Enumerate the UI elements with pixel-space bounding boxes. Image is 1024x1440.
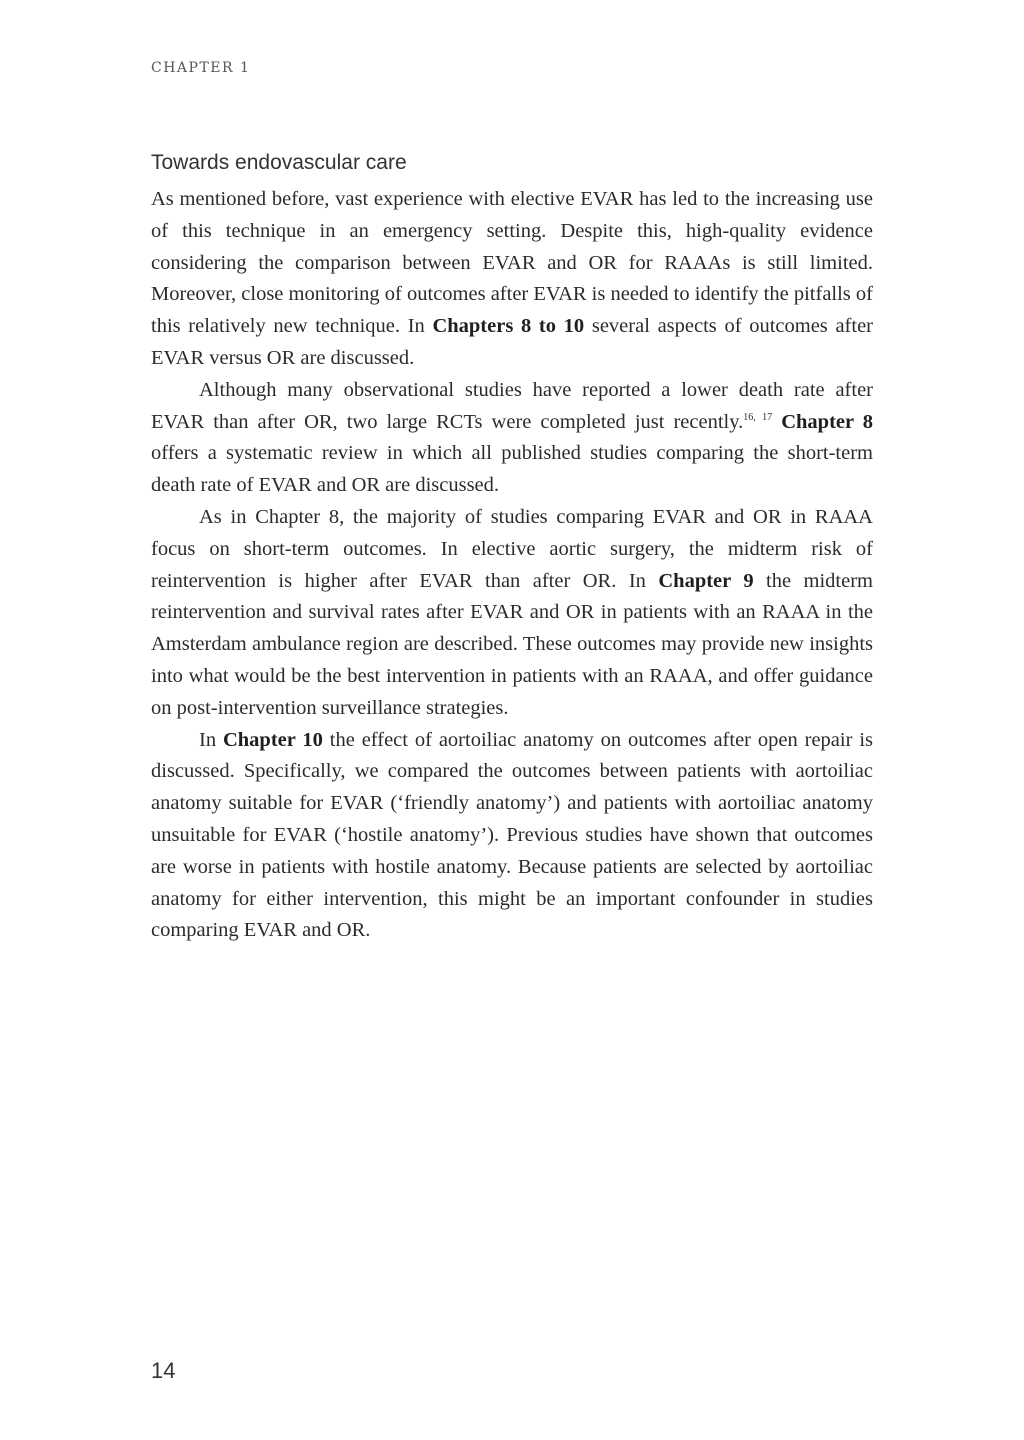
paragraph-text: offers a systematic review in which all published studies comparing the short-term death rate of EVAR and OR are discussed. (151, 442, 873, 497)
paragraph-text: As mentioned before, vast experience with elective EVAR has led to the increasing use of this technique in an emergency setting. Despite this, high-quality evidence considering the comparison between EVAR and OR for RAAAs is still limited. Moreover, close monitoring of outcomes after EVAR is needed to identify the pitfalls of this relatively new technique. In (151, 188, 873, 338)
chapter-reference: Chapters 8 to 10 (432, 315, 585, 338)
paragraph-2 (151, 375, 873, 502)
paragraph-text: the midterm reintervention and survival rates after EVAR and OR in patients with an RAAA in the Amsterdam ambulance region are described. These outcomes may provide new insights into what would be the best intervention in patients with an RAAA, and offer guidance on post-intervention surveillance strategies. (151, 569, 873, 719)
paragraph-text (772, 411, 781, 433)
paragraph-text: In (199, 728, 223, 751)
paragraph-text: the effect of aortoiliac anatomy on outcomes after open repair is discussed. Specifically, we compared the outcomes between patients with aortoiliac anatomy suitable for EVAR (‘friendly anatomy’) and patients with aortoiliac anatomy unsuitable for EVAR (‘hostile anatomy’). Previous studies have shown that outcomes are worse in patients with hostile anatomy. Because patients are selected by aortoiliac anatomy for either intervention, this might be an important confounder in studies comparing EVAR and OR. (151, 728, 873, 942)
paragraph-text: several aspects of outcomes after EVAR versus OR are discussed. (151, 315, 873, 369)
running-header: CHAPTER 1 (151, 60, 251, 76)
chapter-reference: Chapter 9 (658, 569, 754, 592)
main-content (151, 148, 873, 947)
paragraph-1 (151, 184, 873, 375)
paragraph-4 (151, 725, 873, 948)
paragraph-3 (151, 502, 873, 725)
citation-superscript: 16, 17 (743, 411, 773, 423)
page-number: 14 (151, 1358, 176, 1383)
paragraph-text: As in Chapter 8, the majority of studies comparing EVAR and OR in RAAA focus on short-term outcomes. In elective aortic surgery, the midterm risk of reintervention is higher after EVAR than after OR. In (151, 505, 873, 592)
chapter-reference: Chapter 8 (781, 410, 874, 433)
paragraph-text: Although many observational studies have reported a lower death rate after EVAR than after OR, two large RCTs were completed just recently. (151, 378, 873, 433)
section-heading: Towards endovascular care (151, 151, 407, 174)
chapter-reference: Chapter 10 (222, 728, 323, 751)
